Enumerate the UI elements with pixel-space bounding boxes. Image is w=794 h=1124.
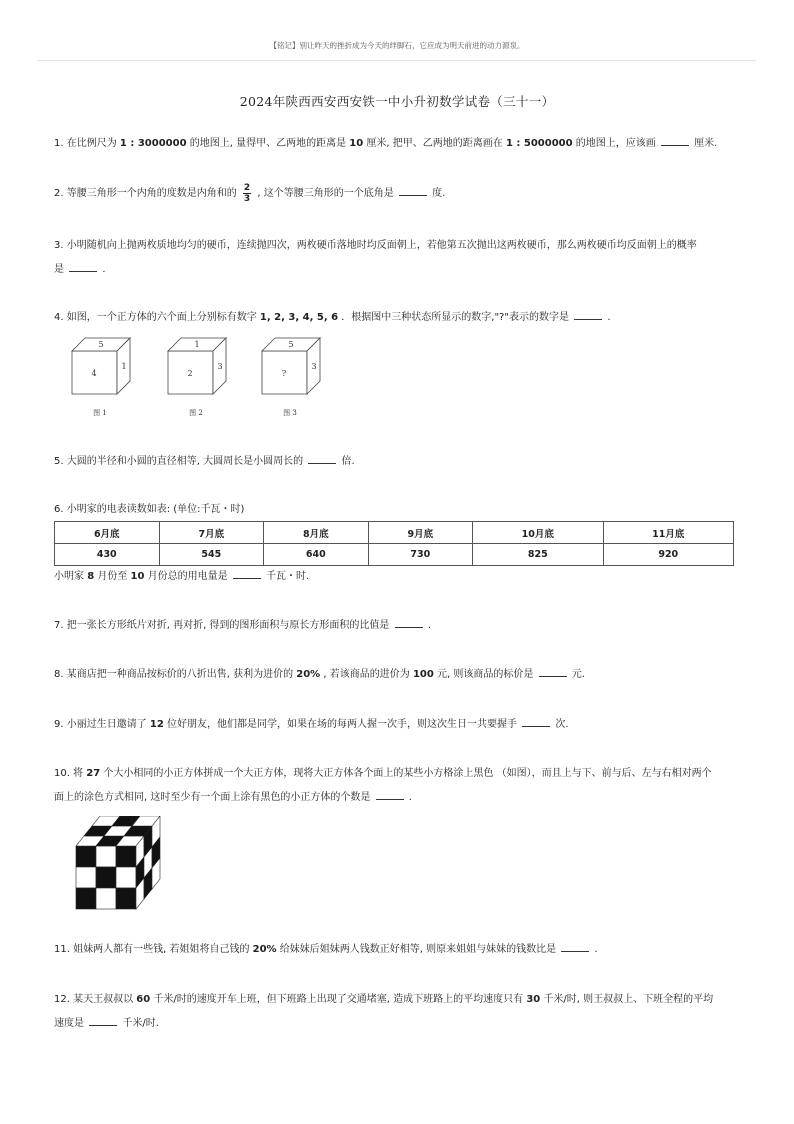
q12-text-e: 千米/时, 则王叔叔上、下班全程的平均 — [543, 994, 714, 1005]
header-divider — [38, 60, 756, 61]
table-row — [55, 544, 734, 566]
cube-figure-3 — [262, 338, 320, 417]
motto-header: 【铭记】别让昨天的挫折成为今天的绊脚石，它应成为明天前进的动力源泉。 — [269, 41, 525, 50]
table-header-cell: 8月底 — [264, 522, 369, 544]
q10-text-d: 面上的涂色方式相同, 这时至少有一个面上涂有黑色的小正方体的个数是 — [54, 792, 371, 803]
answer-blank[interactable] — [561, 940, 589, 952]
q1-text-h: 厘米. — [694, 138, 718, 149]
question-9 — [54, 713, 744, 737]
q6-text-g: 千瓦・时. — [266, 571, 310, 582]
q9-friends: 12 — [149, 719, 164, 730]
q8-text-c: , 若该商品的进价为 — [323, 669, 410, 680]
question-6 — [54, 498, 744, 522]
q8-text-a: 8. 某商店把一种商品按标价的八折出售, 获利为进价的 — [54, 669, 294, 680]
table-cell: 430 — [55, 544, 160, 566]
q1-scale-2: 1 : 5000000 — [505, 138, 573, 149]
q11-text-d: . — [594, 944, 598, 955]
answer-blank[interactable] — [308, 452, 336, 464]
q4-text-a: 4. 如图，一个正方体的六个面上分别标有数字 — [54, 312, 257, 323]
question-12 — [54, 988, 744, 1036]
q12-text-f: 速度是 — [54, 1018, 84, 1029]
question-2 — [54, 182, 744, 206]
q3-text-c: . — [102, 264, 106, 275]
q11-percent: 20% — [252, 944, 277, 955]
question-8 — [54, 663, 744, 687]
table-header-cell: 9月底 — [368, 522, 473, 544]
cube-figure-2 — [168, 338, 226, 417]
q1-distance: 10 — [349, 138, 364, 149]
q3-text-a: 3. 小明随机向上抛两枚质地均匀的硬币，连续抛四次，两枚硬币落地时均反面朝上，若他第五次抛出这两枚硬币，那么两枚硬币均反面朝上的概率 — [54, 240, 697, 251]
q10-count: 27 — [86, 768, 101, 779]
q9-text-d: 次. — [555, 719, 569, 730]
cube-1-top-label: 5 — [98, 340, 104, 349]
table-header-cell: 10月底 — [473, 522, 603, 544]
table-header-cell: 6月底 — [55, 522, 160, 544]
q7-text-a: 7. 把一张长方形纸片对折, 再对折, 得到的图形面积与原长方形面积的比值是 — [54, 620, 390, 631]
q10-text-a: 10. 将 — [54, 768, 84, 779]
question-6-prompt — [54, 565, 744, 589]
q6-month-start: 8 — [87, 571, 95, 582]
table-header-cell: 7月底 — [159, 522, 264, 544]
answer-blank[interactable] — [69, 260, 97, 272]
q1-text-e: 厘米, 把甲、乙两地的距离画在 — [366, 138, 503, 149]
q8-cost: 100 — [412, 669, 434, 680]
question-5 — [54, 450, 744, 474]
q12-text-c: 千米/时的速度开车上班，但下班路上出现了交通堵塞, 造成下班路上的平均速度只有 — [153, 994, 524, 1005]
cube-3-side-label: 3 — [311, 362, 317, 371]
answer-blank[interactable] — [395, 616, 423, 628]
answer-blank[interactable] — [89, 1014, 117, 1026]
cube-2-side-label: 3 — [217, 362, 223, 371]
q9-text-c: 位好朋友，他们都是同学，如果在场的每两人握一次手，则这次生日一共要握手 — [167, 719, 518, 730]
question-4 — [54, 306, 744, 330]
q8-profit-rate: 20% — [296, 669, 321, 680]
q9-text-a: 9. 小丽过生日邀请了 — [54, 719, 147, 730]
q6-text-a: 6. 小明家的电表读数如表: (单位:千瓦・时) — [54, 504, 245, 515]
table-cell: 825 — [473, 544, 603, 566]
answer-blank[interactable] — [399, 184, 427, 196]
q10-text-e: . — [408, 792, 412, 803]
checkered-cube-svg — [74, 816, 164, 912]
q4-text-d: . — [607, 312, 611, 323]
answer-blank[interactable] — [661, 134, 689, 146]
q12-speed-1: 60 — [136, 994, 151, 1005]
q1-text-g: 的地图上，应该画 — [575, 138, 656, 149]
fraction-denominator: 3 — [243, 193, 251, 204]
question-3 — [54, 234, 744, 282]
q2-text-d: 度. — [432, 188, 446, 199]
cube-1-front-label: 4 — [91, 369, 97, 378]
cube-1-caption: 图 1 — [93, 409, 107, 417]
table-header-cell: 11月底 — [603, 522, 733, 544]
q5-text-b: 倍. — [341, 456, 355, 467]
cube-2-top-label: 1 — [194, 340, 200, 349]
table-cell: 545 — [159, 544, 264, 566]
cube-figures — [70, 336, 340, 422]
q4-numbers: 1, 2, 3, 4, 5, 6 — [259, 312, 339, 323]
question-10 — [54, 762, 744, 810]
q12-text-a: 12. 某天王叔叔以 — [54, 994, 134, 1005]
q8-text-e: 元, 则该商品的标价是 — [437, 669, 534, 680]
question-7 — [54, 614, 744, 638]
q7-text-b: . — [427, 620, 431, 631]
table-header-row — [55, 522, 734, 544]
fraction-numerator: 2 — [243, 182, 251, 193]
q1-scale-1: 1 : 3000000 — [119, 138, 187, 149]
q6-text-b: 小明家 — [54, 571, 84, 582]
q11-text-a: 11. 姐妹两人都有一些钱, 若姐姐将自己钱的 — [54, 944, 250, 955]
q12-speed-2: 30 — [526, 994, 541, 1005]
cube-3-top-label: 5 — [288, 340, 294, 349]
cube-2-front-label: 2 — [187, 369, 193, 378]
cube-3-front-label: ? — [281, 369, 287, 378]
answer-blank[interactable] — [376, 788, 404, 800]
q6-text-d: 月份至 — [97, 571, 128, 582]
page-title: 2024年陕西西安西安铁一中小升初数学试卷（三十一） — [239, 94, 555, 109]
checkered-cube-figure — [74, 816, 164, 915]
q2-text-a: 2. 等腰三角形一个内角的度数是内角和的 — [54, 188, 237, 199]
question-11 — [54, 938, 744, 962]
question-1 — [54, 132, 744, 156]
cube-figure-1 — [72, 338, 130, 417]
q1-text-c: 的地图上, 量得甲、乙两地的距离是 — [189, 138, 347, 149]
q3-text-b: 是 — [54, 264, 64, 275]
cube-2-caption: 图 2 — [189, 409, 203, 417]
q8-text-f: 元. — [571, 669, 585, 680]
q5-text-a: 5. 大圆的半径和小圆的直径相等, 大圆周长是小圆周长的 — [54, 456, 304, 467]
q12-text-g: 千米/时. — [122, 1018, 159, 1029]
q2-text-c: , 这个等腰三角形的一个底角是 — [257, 188, 394, 199]
table-cell: 640 — [264, 544, 369, 566]
q10-text-c: 个大小相同的小正方体拼成一个大正方体，现将大正方体各个面上的某些小方格涂上黑色 （如图），而且上与下、前与后、左与右相对两个 — [103, 768, 712, 779]
meter-reading-table — [54, 521, 734, 566]
q6-month-end: 10 — [130, 571, 145, 582]
answer-blank[interactable] — [233, 567, 261, 579]
q1-text-a: 1. 在比例尺为 — [54, 138, 117, 149]
fraction — [243, 183, 251, 204]
q6-text-f: 月份总的用电量是 — [147, 571, 228, 582]
q11-text-c: 给妹妹后姐妹两人钱数正好相等, 则原来姐姐与妹妹的钱数比是 — [279, 944, 557, 955]
table-cell: 920 — [603, 544, 733, 566]
q4-text-c: ．根据图中三种状态所显示的数字,"?"表示的数字是 — [341, 312, 569, 323]
answer-blank[interactable] — [574, 308, 602, 320]
cube-figures-svg — [70, 336, 340, 422]
answer-blank[interactable] — [539, 665, 567, 677]
cube-3-caption: 图 3 — [283, 409, 297, 417]
answer-blank[interactable] — [522, 715, 550, 727]
cube-1-side-label: 1 — [121, 362, 127, 371]
table-cell: 730 — [368, 544, 473, 566]
